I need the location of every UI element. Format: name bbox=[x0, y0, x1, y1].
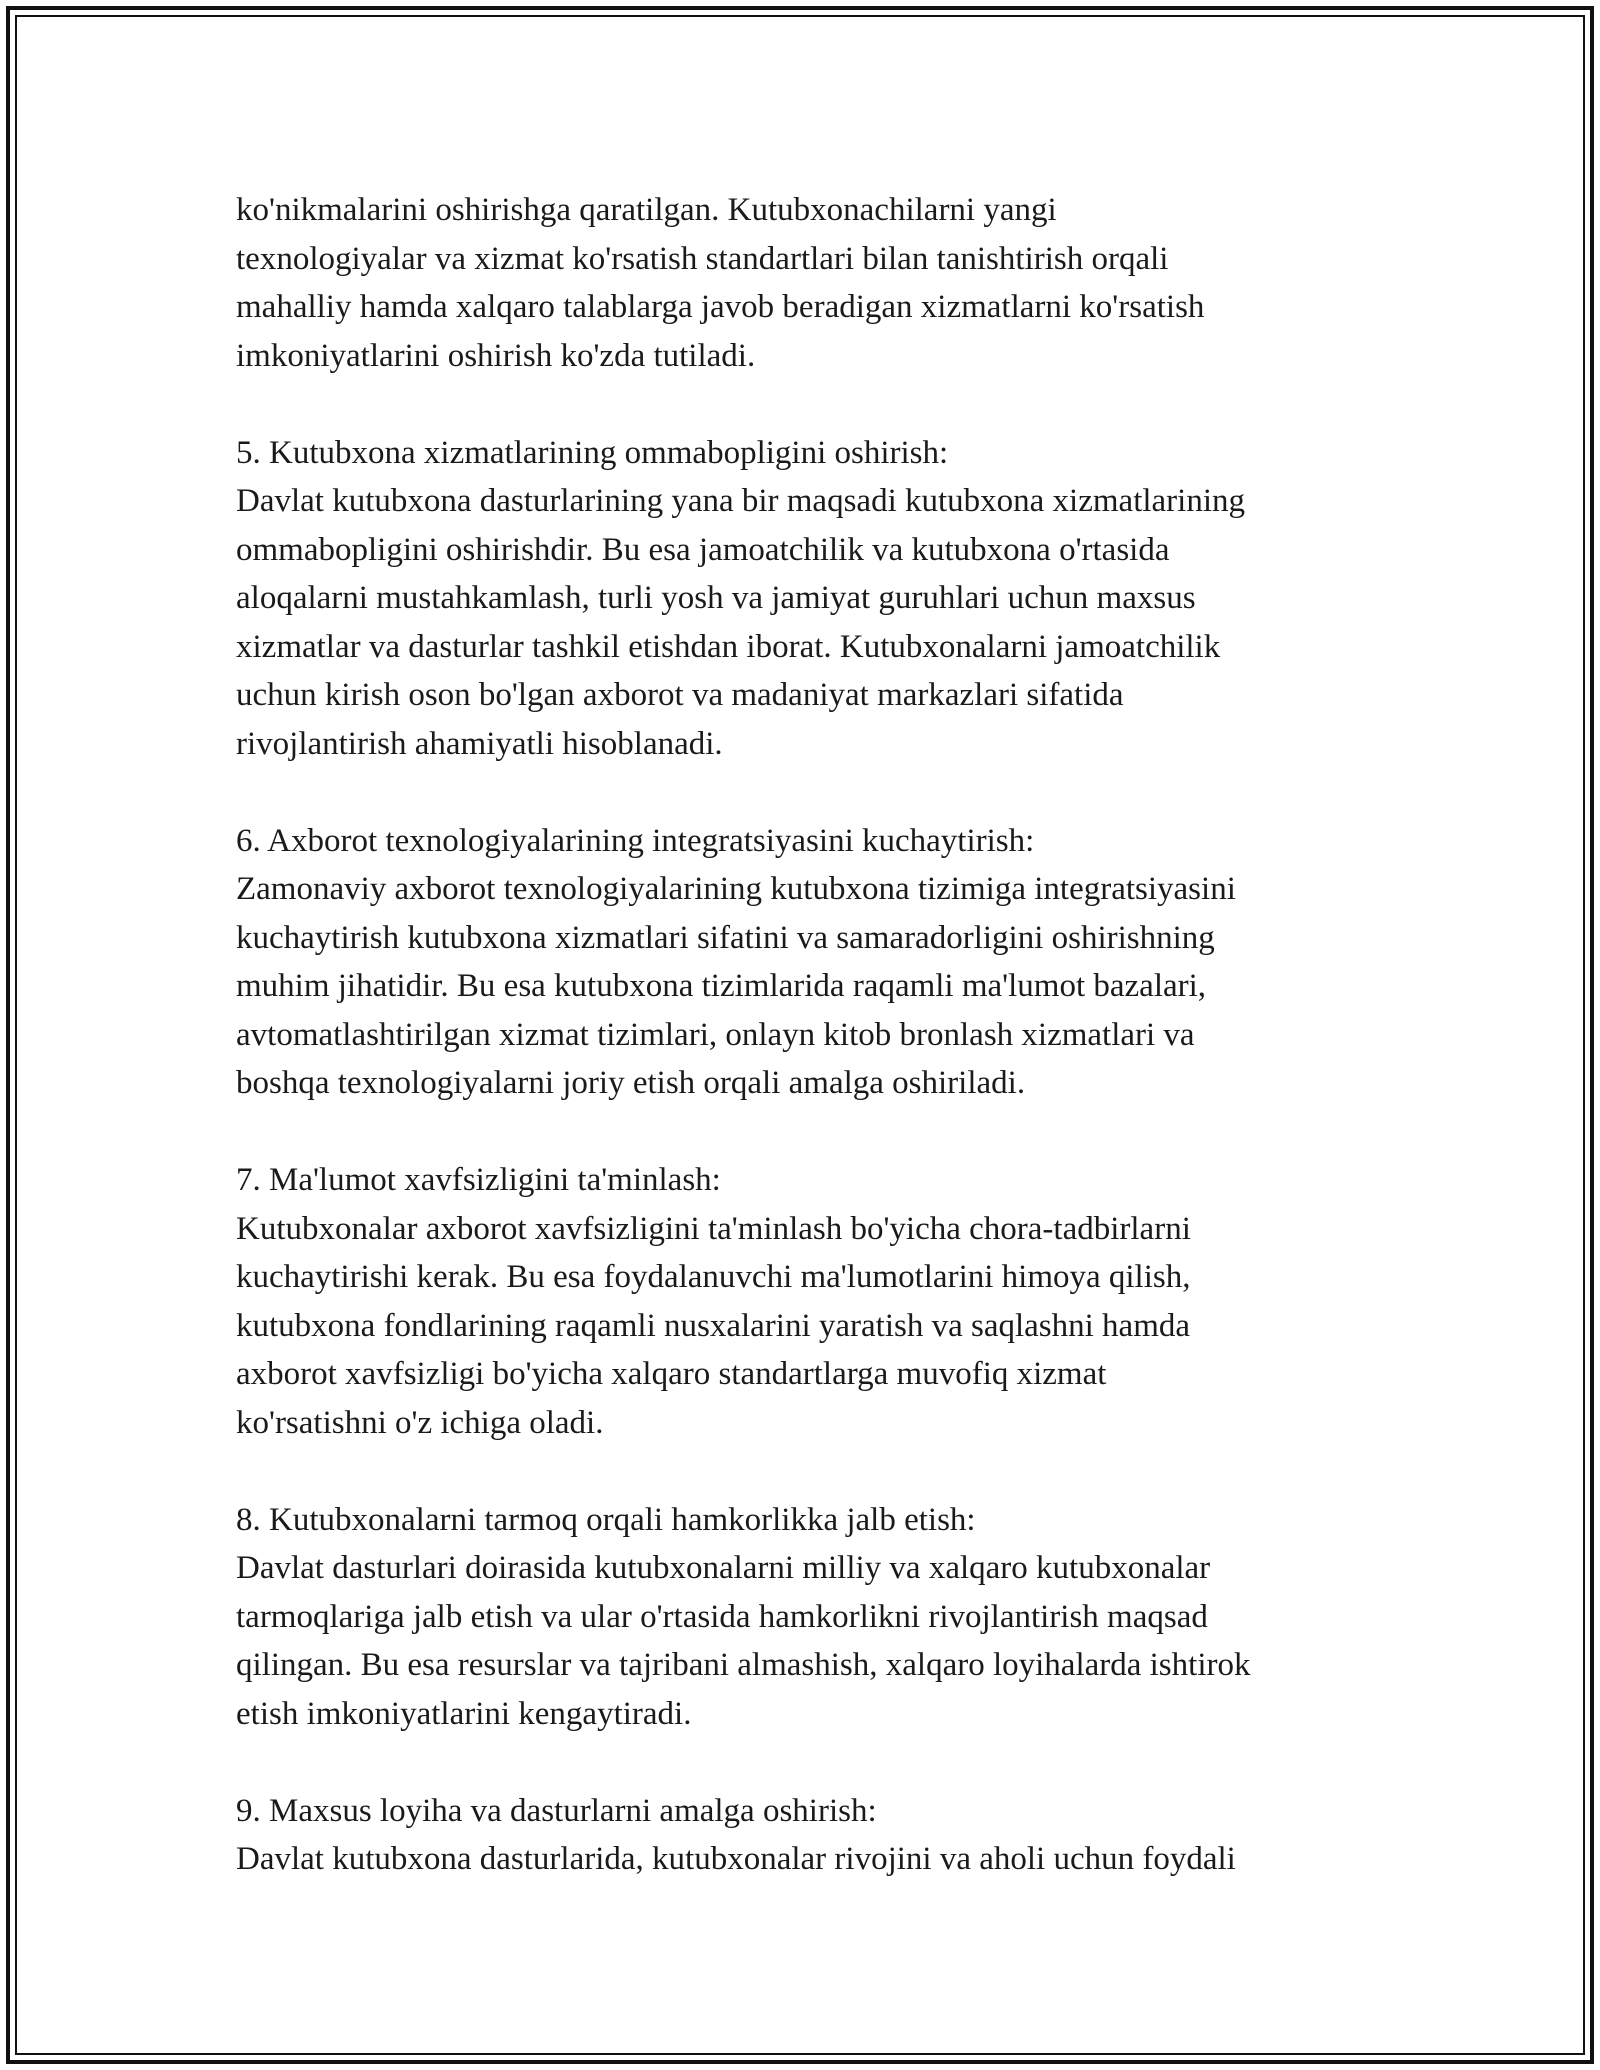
text-line: tarmoqlariga jalb etish va ular o'rtasida hamkorlikni rivojlantirish maqsad bbox=[236, 1598, 1208, 1635]
text-line: rivojlantirish ahamiyatli hisoblanadi. bbox=[236, 725, 723, 762]
section-heading: 5. Kutubxona xizmatlarining ommabopligini oshirish: bbox=[236, 434, 949, 471]
section-heading: 7. Ma'lumot xavfsizligini ta'minlash: bbox=[236, 1162, 721, 1198]
text-line: ko'nikmalarini oshirishga qaratilgan. Kutubxonachilarni yangi bbox=[236, 192, 1057, 228]
text-line: muhim jihatidir. Bu esa kutubxona tizimlarida raqamli ma'lumot bazalari, bbox=[236, 968, 1207, 1004]
text-line: aloqalarni mustahkamlash, turli yosh va jamiyat guruhlari uchun maxsus bbox=[236, 580, 1196, 616]
section-heading: 8. Kutubxonalarni tarmoq orqali hamkorlikka jalb etish: bbox=[236, 1501, 976, 1538]
text-line: kutubxona fondlarining raqamli nusxalarini yaratish va saqlashni hamda bbox=[236, 1307, 1191, 1344]
section-heading: 9. Maxsus loyiha va dasturlarni amalga oshirish: bbox=[236, 1792, 877, 1829]
document-body bbox=[236, 186, 1416, 1932]
text-line: Davlat kutubxona dasturlarining yana bir maqsadi kutubxona xizmatlarining bbox=[236, 483, 1245, 519]
text-line: etish imkoniyatlarini kengaytiradi. bbox=[236, 1695, 692, 1732]
text-line: Davlat dasturlari doirasida kutubxonalarni milliy va xalqaro kutubxonalar bbox=[236, 1550, 1211, 1586]
section-8 bbox=[236, 1496, 1416, 1739]
text-line: qilingan. Bu esa resurslar va tajribani almashish, xalqaro loyihalarda ishtirok bbox=[236, 1647, 1251, 1683]
text-line: boshqa texnologiyalarni joriy etish orqali amalga oshiriladi. bbox=[236, 1065, 1026, 1101]
text-line: kuchaytirishi kerak. Bu esa foydalanuvchi ma'lumotlarini himoya qilish, bbox=[236, 1259, 1191, 1295]
section-7 bbox=[236, 1156, 1416, 1447]
text-line: ko'rsatishni o'z ichiga oladi. bbox=[236, 1404, 604, 1441]
text-line: kuchaytirish kutubxona xizmatlari sifatini va samaradorligini oshirishning bbox=[236, 919, 1215, 956]
text-line: avtomatlashtirilgan xizmat tizimlari, onlayn kitob bronlash xizmatlari va bbox=[236, 1016, 1195, 1053]
paragraph-continuation bbox=[236, 186, 1416, 380]
text-line: imkoniyatlarini oshirish ko'zda tutiladi. bbox=[236, 337, 756, 374]
section-6 bbox=[236, 817, 1416, 1108]
text-line: texnologiyalar va xizmat ko'rsatish standartlari bilan tanishtirish orqali bbox=[236, 240, 1169, 277]
text-line: Zamonaviy axborot texnologiyalarining kutubxona tizimiga integratsiyasini bbox=[236, 871, 1236, 907]
text-line: ommabopligini oshirishdir. Bu esa jamoatchilik va kutubxona o'rtasida bbox=[236, 531, 1170, 568]
text-line: Davlat kutubxona dasturlarida, kutubxonalar rivojini va aholi uchun foydali bbox=[236, 1841, 1236, 1877]
text-line: axborot xavfsizligi bo'yicha xalqaro standartlarga muvofiq xizmat bbox=[236, 1356, 1107, 1392]
text-line: Kutubxonalar axborot xavfsizligini ta'minlash bo'yicha chora-tadbirlarni bbox=[236, 1210, 1191, 1247]
text-line: xizmatlar va dasturlar tashkil etishdan iborat. Kutubxonalarni jamoatchilik bbox=[236, 628, 1221, 665]
text-line: uchun kirish oson bo'lgan axborot va madaniyat markazlari sifatida bbox=[236, 677, 1124, 713]
text-line: mahalliy hamda xalqaro talablarga javob beradigan xizmatlarni ko'rsatish bbox=[236, 289, 1205, 325]
section-heading: 6. Axborot texnologiyalarining integratsiyasini kuchaytirish: bbox=[236, 822, 1035, 859]
section-9 bbox=[236, 1787, 1416, 1884]
section-5 bbox=[236, 429, 1416, 769]
